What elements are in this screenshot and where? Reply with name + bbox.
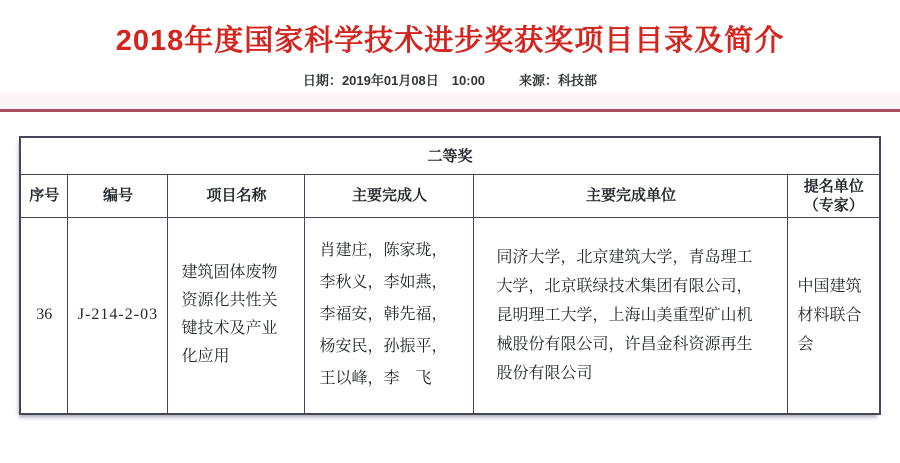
header-divider [0, 93, 900, 112]
col-header-nominator-line1: 提名单位 [803, 177, 864, 195]
cell-index: 36 [20, 217, 68, 414]
source-label: 来源： [519, 73, 559, 88]
source-value: 科技部 [558, 73, 598, 88]
cell-code: J-214-2-03 [68, 217, 168, 414]
table-row [20, 217, 880, 414]
column-header-row [20, 174, 880, 217]
awards-table [19, 136, 881, 415]
col-header-nominator [788, 174, 880, 217]
date-label: 日期： [302, 73, 342, 88]
article-header [0, 0, 900, 112]
date-value: 2019年01月08日 10:00 [341, 73, 486, 88]
cell-main-contributors: 肖建庄，陈家珑，李秋义，李如燕，李福安，韩先福，杨安民，孙振平，王以峰，李 飞 [305, 217, 474, 414]
article-body [0, 136, 900, 415]
col-header-project-name: 项目名称 [168, 174, 305, 217]
col-header-contributors: 主要完成人 [305, 174, 474, 217]
col-header-index: 序号 [20, 174, 68, 217]
cell-nominator: 中国建筑材料联合会 [788, 217, 880, 414]
cell-project-name: 建筑固体废物资源化共性关键技术及产业化应用 [168, 217, 305, 414]
article-meta [0, 74, 900, 88]
cell-main-organizations: 同济大学，北京建筑大学，青岛理工大学，北京联绿技术集团有限公司，昆明理工大学，上海山美重型矿山机械股份有限公司，许昌金科资源再生股份有限公司 [474, 217, 788, 414]
col-header-organizations: 主要完成单位 [474, 174, 788, 217]
section-title: 二等奖 [20, 137, 880, 174]
col-header-nominator-line2: （专家） [803, 196, 864, 214]
page-title: 2018年度国家科学技术进步奖获奖项目目录及简介 [115, 25, 785, 57]
col-header-code: 编号 [68, 174, 168, 217]
section-row [20, 137, 880, 174]
